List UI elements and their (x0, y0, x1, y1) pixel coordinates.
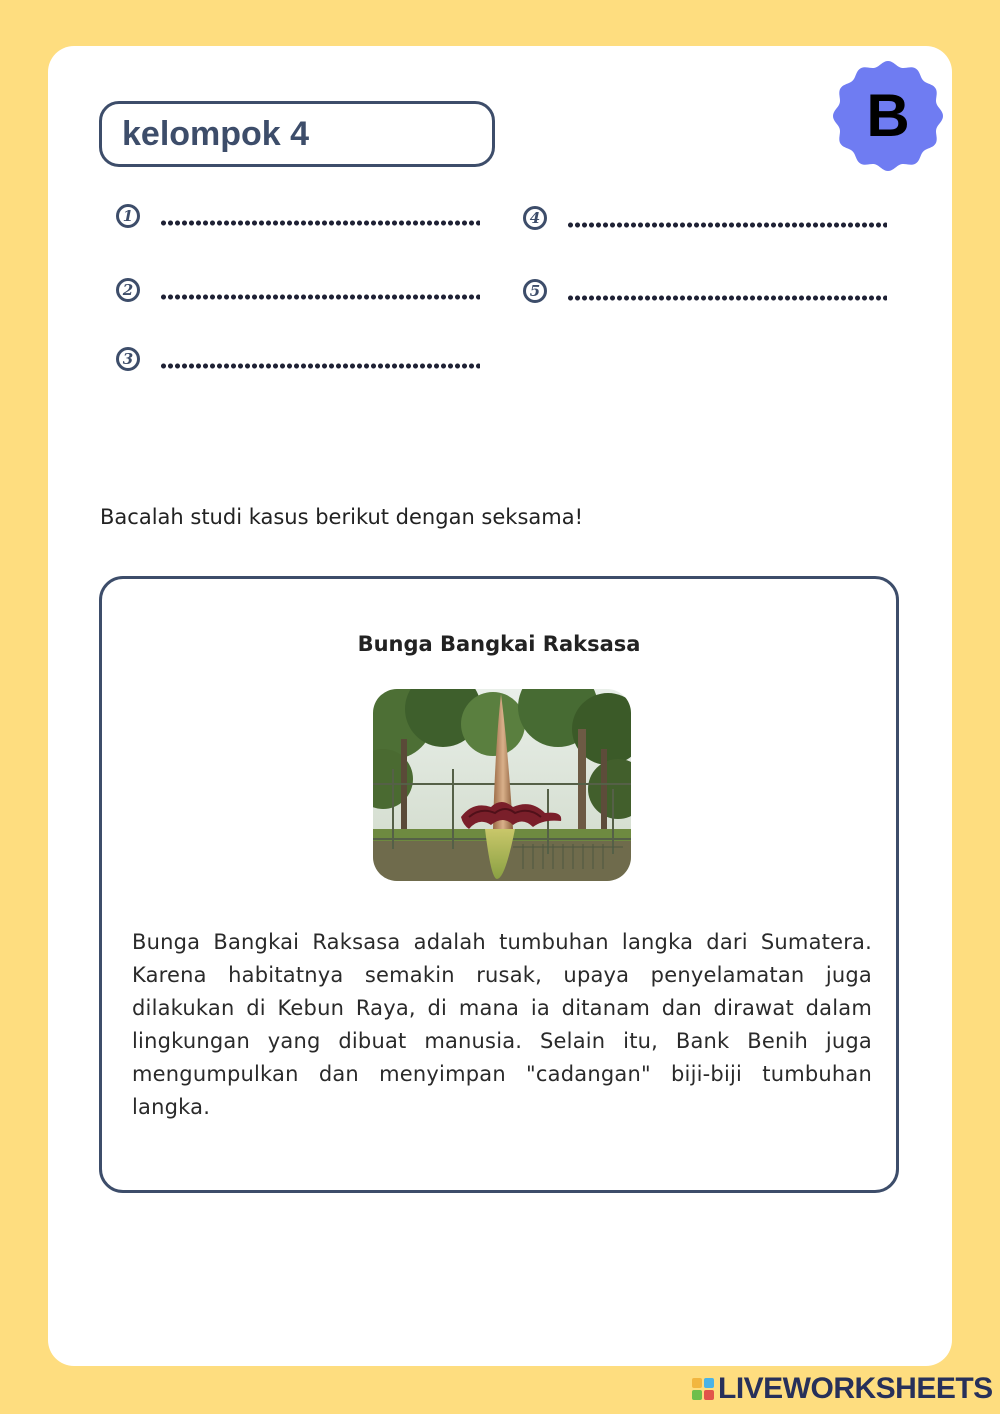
member-number-2: 2 (116, 278, 140, 302)
member-number-3: 3 (116, 347, 140, 371)
logo-text: LIVEWORKSHEETS (718, 1372, 993, 1405)
badge-scalloped-shape (832, 60, 944, 172)
member-number-4: 4 (523, 206, 547, 230)
group-name-box (99, 101, 495, 167)
corpse-flower-illustration (373, 689, 631, 881)
member-row-1 (116, 204, 480, 228)
group-title: kelompok 4 (122, 114, 310, 153)
liveworksheets-logo[interactable] (692, 1372, 993, 1406)
member-name-blank-2[interactable] (160, 294, 480, 300)
logo-squares-icon (692, 1378, 714, 1400)
section-badge (832, 60, 944, 172)
case-study-title: Bunga Bangkai Raksasa (357, 632, 641, 656)
instruction-text: Bacalah studi kasus berikut dengan seksama! (100, 505, 583, 529)
member-row-5 (523, 279, 887, 303)
case-study-box (99, 576, 899, 1193)
member-name-blank-3[interactable] (160, 363, 480, 369)
corpse-flower-photo (373, 689, 631, 881)
member-number-5: 5 (523, 279, 547, 303)
badge-letter: B (866, 82, 910, 149)
member-name-blank-4[interactable] (567, 222, 887, 228)
member-row-2 (116, 278, 480, 302)
case-study-paragraph: Bunga Bangkai Raksasa adalah tumbuhan langka dari Sumatera. Karena habitatnya semakin rusak, upaya penyelamatan juga dilakukan di Kebun Raya, di mana ia ditanam dan dirawat dalam lingkungan yang dibuat manusia. Selain itu, Bank Benih juga mengumpulkan dan menyimpan "cadangan" biji-biji tumbuhan langka. (132, 930, 872, 1119)
member-row-3 (116, 347, 480, 371)
member-number-1: 1 (116, 204, 140, 228)
member-name-blank-5[interactable] (567, 295, 887, 301)
member-row-4 (523, 206, 887, 230)
member-name-blank-1[interactable] (160, 220, 480, 226)
